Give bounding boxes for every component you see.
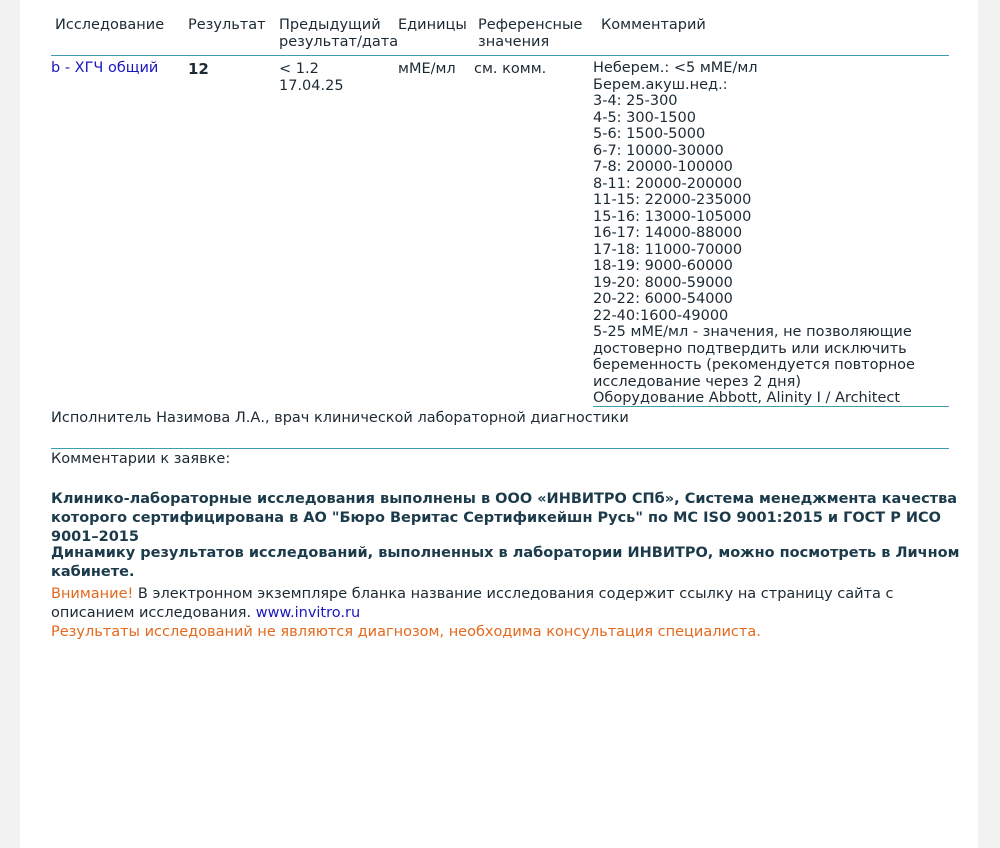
comment-line: 20-22: 6000-54000 [593,291,733,307]
previous-value: < 1.2 [279,61,319,77]
comment-block [593,60,915,407]
disclaimer-text: Результаты исследований не являются диагнозом, необходима консультация специалиста. [51,624,761,640]
header-previous-line1: Предыдущий [279,17,381,33]
executor-divider [51,448,949,449]
comment-line: 19-20: 8000-59000 [593,274,733,291]
header-previous-line2: результат/дата [279,34,399,50]
comment-line: достоверно подтвердить или исключить [593,340,907,357]
comment-line: беременность (рекомендуется повторное [593,357,915,373]
header-result: Результат [188,17,266,33]
comment-line: 5-25 мМЕ/мл - значения, не позволяющие [593,324,912,340]
study-link[interactable]: b - ХГЧ общий [51,60,159,76]
comment-line: 5-6: 1500-5000 [593,126,706,142]
comment-line: 18-19: 9000-60000 [593,258,733,274]
comment-line: 3-4: 25-300 [593,93,678,109]
header-units: Единицы [398,17,467,33]
warning-text: В электронном экземпляре бланка название исследования содержит ссылку на страницу сайта с описанием исследования. [51,586,894,621]
comment-line: 6-7: 10000-30000 [593,142,724,159]
comment-line: 7-8: 20000-100000 [593,159,733,175]
header-previous [279,17,398,51]
previous-date: 17.04.25 [279,77,344,94]
header-divider [51,55,949,56]
header-reference-line2: значения [478,34,550,50]
site-link[interactable]: www.invitro.ru [255,605,361,621]
notice-block [51,585,961,642]
comment-line: 8-11: 20000-200000 [593,175,743,192]
warning-label: Внимание! [51,586,134,602]
comment-line: 16-17: 14000-88000 [593,225,743,241]
row-divider [593,406,949,407]
header-study: Исследование [55,17,165,33]
comment-line: Оборудование Abbott, Alinity I / Architect [593,390,901,406]
comment-line: 22-40:1600-49000 [593,307,729,324]
executor-line: Исполнитель Назимова Л.А., врач клинической лабораторной диагностики [51,410,629,426]
comment-line: 11-15: 22000-235000 [593,192,752,208]
reference-value: см. комм. [474,61,547,77]
dynamics-text: Динамику результатов исследований, выполненных в лаборатории ИНВИТРО, можно посмотреть в Личном кабинете. [51,545,960,580]
comment-line: исследование через 2 дня) [593,373,801,390]
header-reference [478,17,582,51]
comment-line: 15-16: 13000-105000 [593,208,752,225]
comment-line: 17-18: 11000-70000 [593,241,743,258]
units-value: мМЕ/мл [398,61,456,77]
header-comment: Комментарий [601,17,706,33]
header-reference-line1: Референсные [478,17,583,33]
comment-line: Берем.акуш.нед.: [593,76,728,93]
comment-line: 4-5: 300-1500 [593,109,696,126]
result-value: 12 [188,60,209,78]
previous-result [279,61,344,94]
comment-line: Неберем.: <5 мМЕ/мл [593,60,758,76]
order-comments-label: Комментарии к заявке: [51,451,231,467]
certification-text: Клинико-лабораторные исследования выполнены в ООО «ИНВИТРО СПб», Система менеджмента качества которого сертифицирована в АО "Бюро Веритас Сертификейшн Русь" по МС ISO 9001:2015 и ГОСТ Р ИСО 9001–2015 [51,491,958,545]
